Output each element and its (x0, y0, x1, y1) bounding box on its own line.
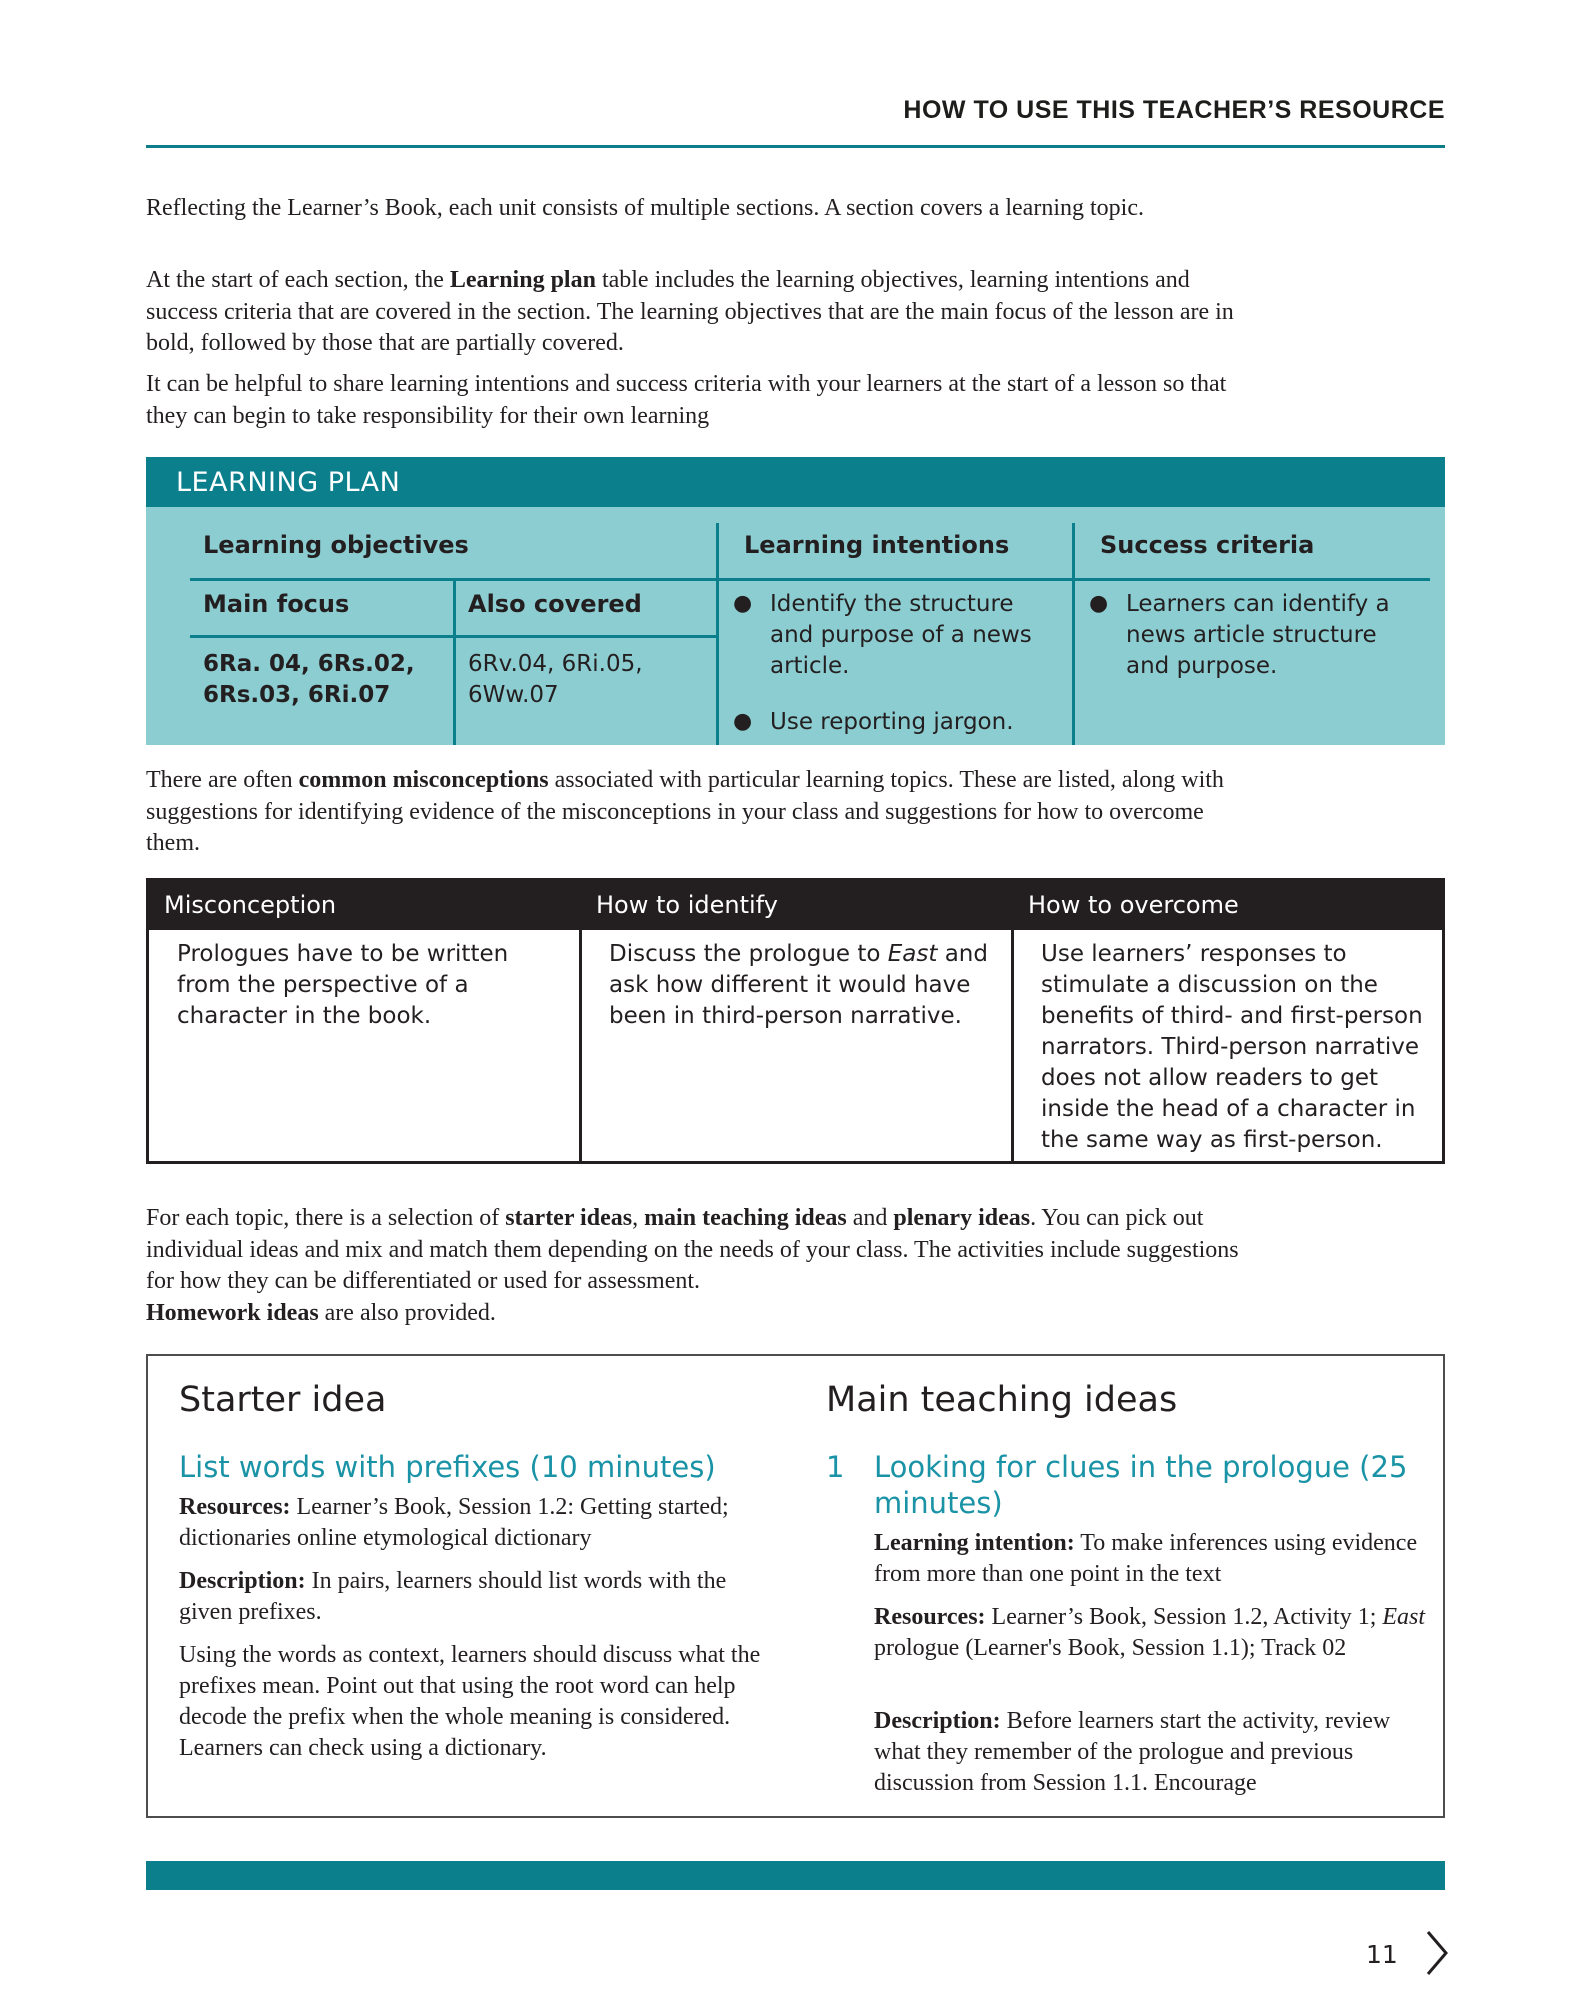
starter-resources (179, 1492, 769, 1554)
ideas-text-e: and (846, 1205, 894, 1231)
starter-resources-text: Learner’s Book, Session 1.2: Getting started; dictionaries online etymological dictionary (179, 1494, 729, 1551)
misconception-table-header (149, 881, 1442, 930)
misconception-cell: Prologues have to be written from the perspective of a character in the book. (177, 941, 509, 1029)
intention-item: Use reporting jargon. (770, 709, 1014, 735)
lp-divider-1 (716, 523, 719, 745)
identify-text-a: Discuss the prologue to (609, 941, 888, 967)
ideas-text-c: , (632, 1205, 645, 1231)
ideas-text-a: For each topic, there is a selection of (146, 1205, 506, 1231)
header-how-to-identify: How to identify (596, 891, 778, 919)
main-description-label: Description: (874, 1708, 1001, 1734)
starter-description-text: In pairs, learners should list words with the given prefixes. (179, 1568, 727, 1625)
intro-text-3: It can be helpful to share learning intentions and success criteria with your learners at the start of a lesson so that they can begin to take responsibility for their own learning (146, 371, 1227, 429)
col-learning-objectives: Learning objectives (203, 531, 469, 559)
intro-paragraph-2 (146, 265, 1256, 360)
lp-divider-sub (453, 581, 456, 745)
main-intention-text: To make inferences using evidence from more than one point in the text (874, 1530, 1418, 1587)
running-header: HOW TO USE THIS TEACHER’S RESOURCE (903, 96, 1445, 124)
starter-description-label: Description: (179, 1568, 306, 1594)
main-description (874, 1706, 1434, 1799)
main-focus-line-1: 6Ra. 04, 6Rs.02, (203, 651, 415, 677)
also-covered-line-2: 6Ww.07 (468, 682, 559, 708)
misconception-divider-1 (579, 881, 582, 1161)
intro-text-2a: At the start of each section, the (146, 267, 450, 293)
misc-text-bold: common misconceptions (298, 767, 549, 793)
sub-main-focus: Main focus (203, 590, 350, 618)
misconception-divider-2 (1011, 881, 1014, 1161)
identify-text-italic: East (887, 941, 938, 967)
also-covered-line-1: 6Rv.04, 6Ri.05, (468, 651, 643, 677)
how-to-identify-cell (609, 939, 999, 1032)
main-teaching-subtitle: Looking for clues in the prologue (25 minutes) (874, 1450, 1408, 1520)
intro-text-1: Reflecting the Learner’s Book, each unit consists of multiple sections. A section covers a learning topic. (146, 195, 1144, 221)
bullet-icon: ● (1089, 591, 1109, 616)
main-focus-line-2: 6Rs.03, 6Ri.07 (203, 682, 391, 708)
ideas-text-i: are also provided. (318, 1299, 496, 1326)
ideas-main-bold: main teaching ideas (644, 1205, 847, 1231)
misc-text-c: associated with particular learning topics. These are listed, along with suggestions for identifying evidence of the misconceptions in your class and suggestions for how to overcome them. (146, 767, 1224, 856)
chevron-right-icon[interactable] (1424, 1928, 1450, 1978)
ideas-paragraph (146, 1203, 1256, 1329)
learning-plan-title: LEARNING PLAN (176, 467, 401, 498)
main-resources-text-c: prologue (Learner's Book, Session 1.1); Track 02 (874, 1635, 1347, 1661)
col-learning-intentions: Learning intentions (744, 531, 1010, 559)
header-how-to-overcome: How to overcome (1028, 891, 1239, 919)
intention-item: Identify the structure and purpose of a news article. (770, 591, 1032, 679)
header-divider (146, 145, 1445, 148)
how-to-overcome-cell: Use learners’ responses to stimulate a discussion on the benefits of third- and first-person narrators. Third-person narrative does not allow readers to get inside the head of a character in the same way as first-person. (1041, 941, 1423, 1153)
starter-paragraph: Using the words as context, learners should discuss what the prefixes mean. Point out that using the root word can help decode the prefix when the whole meaning is considered. Learners can check using a dictionary. (179, 1642, 761, 1761)
starter-idea-subtitle: List words with prefixes (10 minutes) (179, 1450, 716, 1484)
lp-header-divider (190, 578, 1430, 581)
bullet-icon: ● (733, 591, 753, 616)
footer-bar (146, 1861, 1445, 1890)
sub-also-covered: Also covered (468, 590, 642, 618)
ideas-text-g: . You can pick out individual ideas and mix and match them depending on the needs of your class. The activities include suggestions for how they can be differentiated or used for assessment. (146, 1205, 1239, 1294)
main-resources (874, 1602, 1434, 1664)
main-resources-label: Resources: (874, 1604, 986, 1630)
misconception-table (146, 878, 1445, 1164)
page-number: 11 (1366, 1940, 1398, 1969)
main-intention-label: Learning intention: (874, 1530, 1075, 1556)
starter-resources-label: Resources: (179, 1494, 291, 1520)
misconceptions-paragraph (146, 765, 1256, 860)
header-misconception: Misconception (164, 891, 337, 919)
ideas-starter-bold: starter ideas (505, 1205, 633, 1231)
starter-description (179, 1566, 769, 1628)
starter-idea-title: Starter idea (179, 1380, 387, 1420)
intro-paragraph-1 (146, 193, 1256, 225)
learning-plan-title-bar (146, 457, 1445, 507)
lp-divider-2 (1072, 523, 1075, 745)
col-success-criteria: Success criteria (1100, 531, 1315, 559)
main-description-text: Before learners start the activity, review what they remember of the prologue and previous discussion from Session 1.1. Encourage (874, 1708, 1391, 1796)
ideas-box (146, 1354, 1445, 1818)
main-learning-intention (874, 1528, 1434, 1590)
main-teaching-title: Main teaching ideas (826, 1380, 1178, 1420)
intro-text-2c: table includes the learning objectives, learning intentions and success criteria that are covered in the section. The learning objectives that are the main focus of the lesson are in bold, followed by those that are partially covered. (146, 267, 1234, 356)
main-resources-text-a: Learner’s Book, Session 1.2, Activity 1; (985, 1604, 1383, 1630)
intro-paragraph-3 (146, 369, 1256, 432)
ideas-homework-bold: Homework ideas (146, 1299, 319, 1326)
ideas-plenary-bold: plenary ideas (893, 1205, 1031, 1231)
main-teaching-number: 1 (826, 1450, 845, 1484)
intro-learning-plan-bold: Learning plan (449, 267, 596, 293)
bullet-icon: ● (733, 709, 753, 734)
learning-plan-table (146, 457, 1445, 745)
misc-text-a: There are often (146, 767, 299, 793)
success-item: Learners can identify a news article structure and purpose. (1126, 591, 1390, 679)
main-resources-italic: East (1382, 1604, 1426, 1630)
identify-text-c: and ask how different it would have been in third-person narrative. (609, 941, 988, 1029)
